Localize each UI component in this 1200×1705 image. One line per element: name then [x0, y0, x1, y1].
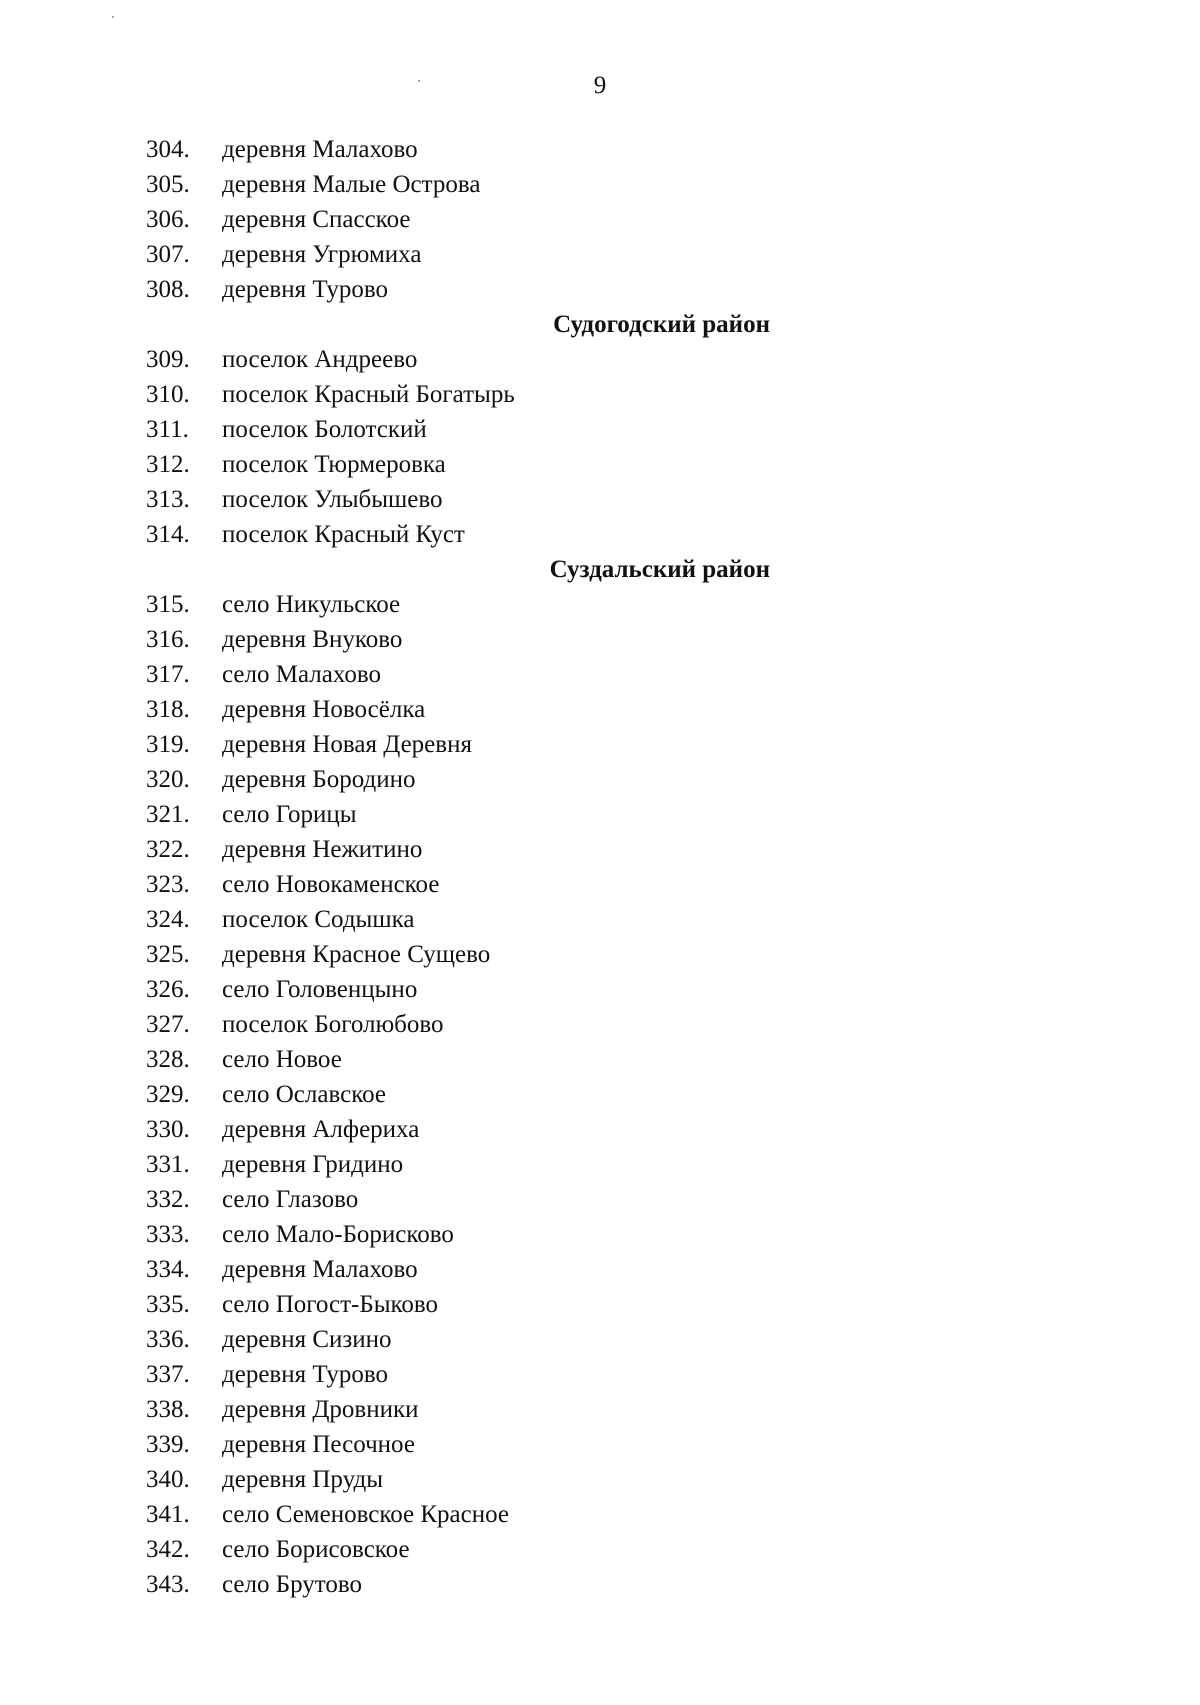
list-item	[146, 1427, 1046, 1462]
list-item	[146, 412, 1046, 447]
settlement-name: деревня Красное Сущево	[222, 941, 491, 968]
settlement-name: деревня Малахово	[222, 1256, 418, 1283]
item-number: 306.	[146, 206, 190, 233]
item-number: 341.	[146, 1501, 190, 1528]
scan-speck	[112, 16, 114, 18]
item-number: 336.	[146, 1326, 190, 1353]
settlement-name: деревня Сизино	[222, 1326, 392, 1353]
list-item	[146, 657, 1046, 692]
item-number: 326.	[146, 976, 190, 1003]
list-item	[146, 622, 1046, 657]
page-number: 9	[593, 72, 607, 99]
settlement-name: деревня Песочное	[222, 1431, 415, 1458]
list-section	[146, 132, 1046, 307]
list-item	[146, 482, 1046, 517]
settlement-name: деревня Спасское	[222, 206, 411, 233]
list-section	[146, 307, 1046, 552]
settlement-name: деревня Бородино	[222, 766, 416, 793]
settlement-name: деревня Турово	[222, 1361, 389, 1388]
item-number: 340.	[146, 1466, 190, 1493]
item-number: 324.	[146, 906, 190, 933]
list-item	[146, 272, 1046, 307]
settlement-name: деревня Малахово	[222, 136, 418, 163]
settlement-name: село Глазово	[222, 1186, 359, 1213]
settlement-name: поселок Тюрмеровка	[222, 451, 446, 478]
list-item	[146, 972, 1046, 1007]
item-number: 334.	[146, 1256, 190, 1283]
list-item	[146, 727, 1046, 762]
item-number: 338.	[146, 1396, 190, 1423]
settlement-name: село Ославское	[222, 1081, 386, 1108]
item-number: 313.	[146, 486, 190, 513]
list-item	[146, 342, 1046, 377]
item-number: 323.	[146, 871, 190, 898]
list-item	[146, 1182, 1046, 1217]
district-heading: Суздальский район	[549, 556, 770, 583]
list-item	[146, 797, 1046, 832]
list-item	[146, 202, 1046, 237]
settlement-name: деревня Дровники	[222, 1396, 419, 1423]
settlement-name: деревня Турово	[222, 276, 389, 303]
list-item	[146, 867, 1046, 902]
item-number: 322.	[146, 836, 190, 863]
item-number: 343.	[146, 1571, 190, 1598]
list-item	[146, 1497, 1046, 1532]
item-number: 311.	[146, 416, 189, 443]
list-item	[146, 132, 1046, 167]
settlement-name: деревня Алфериха	[222, 1116, 420, 1143]
list-item	[146, 1007, 1046, 1042]
item-number: 339.	[146, 1431, 190, 1458]
settlement-name: село Погост-Быково	[222, 1291, 439, 1318]
list-item	[146, 1462, 1046, 1497]
item-number: 310.	[146, 381, 190, 408]
settlement-name: деревня Малые Острова	[222, 171, 481, 198]
list-item	[146, 1147, 1046, 1182]
settlement-name: село Брутово	[222, 1571, 362, 1598]
item-number: 308.	[146, 276, 190, 303]
item-number: 318.	[146, 696, 190, 723]
list-item	[146, 447, 1046, 482]
list-item	[146, 1077, 1046, 1112]
settlement-name: деревня Угрюмиха	[222, 241, 422, 268]
settlement-name: поселок Улыбышево	[222, 486, 443, 513]
list-item	[146, 1392, 1046, 1427]
list-item	[146, 1042, 1046, 1077]
settlement-name: поселок Болотский	[222, 416, 427, 443]
list-item	[146, 167, 1046, 202]
settlement-name: село Головенцыно	[222, 976, 418, 1003]
list-item	[146, 937, 1046, 972]
settlement-name: деревня Нежитино	[222, 836, 423, 863]
settlement-name: деревня Внуково	[222, 626, 403, 653]
list-item	[146, 762, 1046, 797]
list-item	[146, 832, 1046, 867]
settlement-name: село Никульское	[222, 591, 401, 618]
item-number: 309.	[146, 346, 190, 373]
item-number: 307.	[146, 241, 190, 268]
item-number: 314.	[146, 521, 190, 548]
item-number: 319.	[146, 731, 190, 758]
item-number: 321.	[146, 801, 190, 828]
item-number: 328.	[146, 1046, 190, 1073]
item-number: 320.	[146, 766, 190, 793]
list-item	[146, 1532, 1046, 1567]
settlement-name: деревня Пруды	[222, 1466, 384, 1493]
settlement-name: село Семеновское Красное	[222, 1501, 510, 1528]
district-heading: Судогодский район	[553, 311, 770, 338]
list-item	[146, 1287, 1046, 1322]
list-item	[146, 1357, 1046, 1392]
list-item	[146, 237, 1046, 272]
settlement-name: село Новокаменское	[222, 871, 440, 898]
item-number: 329.	[146, 1081, 190, 1108]
list-item	[146, 377, 1046, 412]
item-number: 317.	[146, 661, 190, 688]
list-item	[146, 692, 1046, 727]
list-item	[146, 1217, 1046, 1252]
item-number: 333.	[146, 1221, 190, 1248]
settlement-name: поселок Красный Богатырь	[222, 381, 515, 408]
settlement-name: село Малахово	[222, 661, 382, 688]
settlement-name: деревня Новая Деревня	[222, 731, 472, 758]
settlement-list	[146, 132, 1046, 1602]
item-number: 316.	[146, 626, 190, 653]
settlement-name: поселок Красный Куст	[222, 521, 465, 548]
item-number: 304.	[146, 136, 190, 163]
list-item	[146, 1567, 1046, 1602]
settlement-name: село Новое	[222, 1046, 342, 1073]
list-item	[146, 517, 1046, 552]
settlement-name: поселок Андреево	[222, 346, 418, 373]
list-section	[146, 552, 1046, 1602]
item-number: 327.	[146, 1011, 190, 1038]
item-number: 342.	[146, 1536, 190, 1563]
settlement-name: деревня Новосёлка	[222, 696, 426, 723]
item-number: 335.	[146, 1291, 190, 1318]
settlement-name: поселок Содышка	[222, 906, 415, 933]
settlement-name: село Мало-Борисково	[222, 1221, 454, 1248]
list-item	[146, 1322, 1046, 1357]
settlement-name: деревня Гридино	[222, 1151, 404, 1178]
settlement-name: поселок Боголюбово	[222, 1011, 444, 1038]
item-number: 337.	[146, 1361, 190, 1388]
list-item	[146, 587, 1046, 622]
item-number: 331.	[146, 1151, 190, 1178]
list-item	[146, 1112, 1046, 1147]
list-item	[146, 902, 1046, 937]
item-number: 325.	[146, 941, 190, 968]
item-number: 305.	[146, 171, 190, 198]
item-number: 330.	[146, 1116, 190, 1143]
settlement-name: село Горицы	[222, 801, 357, 828]
list-item	[146, 1252, 1046, 1287]
item-number: 315.	[146, 591, 190, 618]
item-number: 312.	[146, 451, 190, 478]
settlement-name: село Борисовское	[222, 1536, 410, 1563]
item-number: 332.	[146, 1186, 190, 1213]
